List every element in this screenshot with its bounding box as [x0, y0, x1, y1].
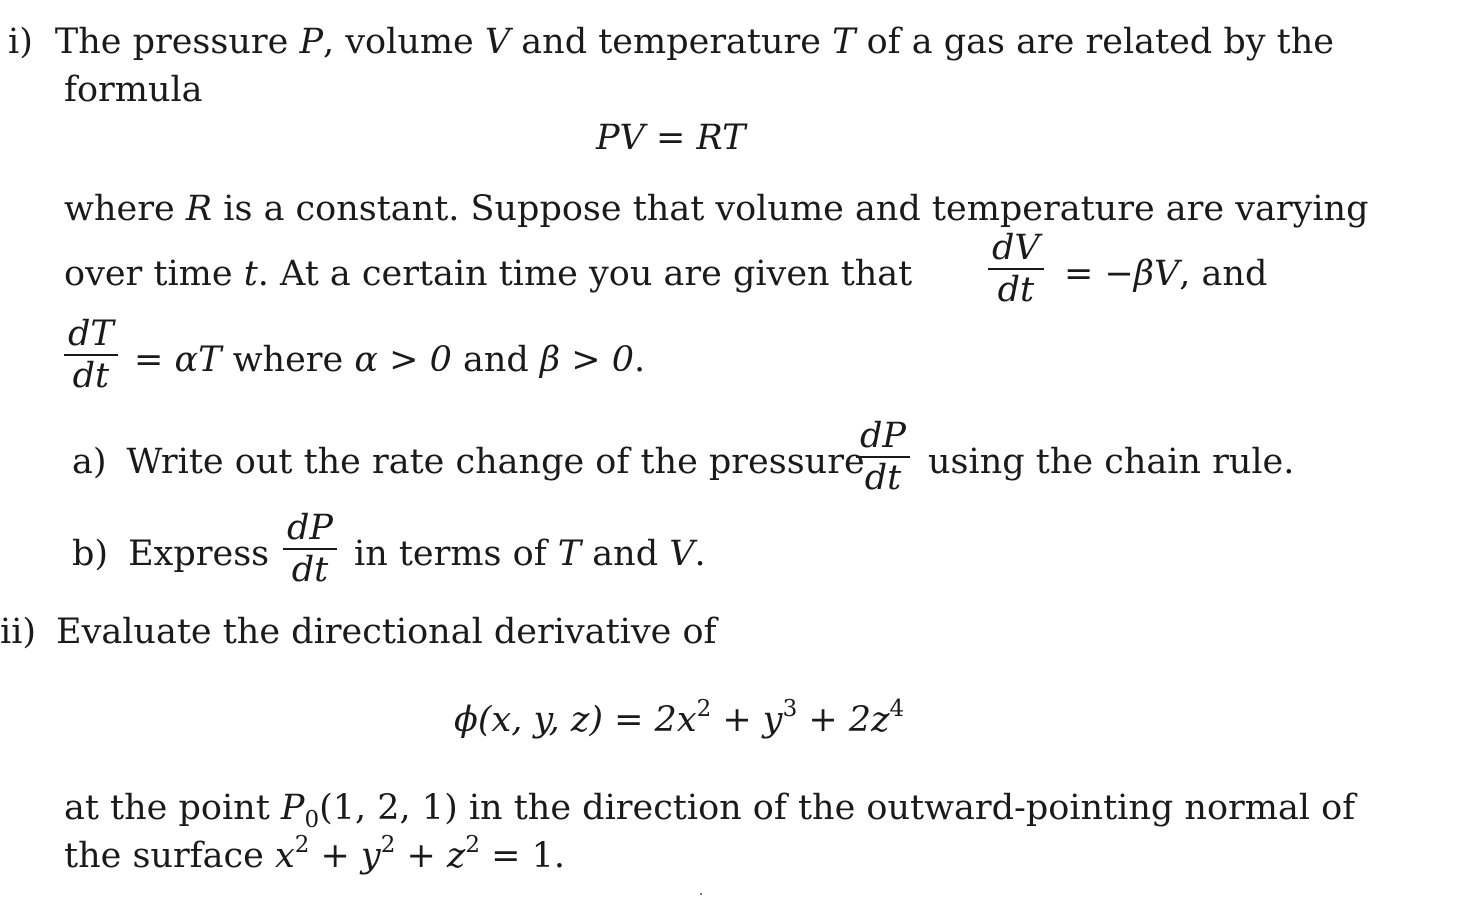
dT-dt-frac — [64, 314, 118, 396]
exponent: 4 — [889, 696, 905, 723]
part-b-marker: b) — [72, 534, 109, 574]
problem-ii-text: Evaluate the directional derivative of — [56, 612, 717, 652]
formula-lhs: PV — [596, 118, 645, 158]
exponent: 2 — [465, 832, 481, 859]
exponent: 2 — [380, 832, 396, 859]
point-coords: (1, 2, 1) — [319, 788, 458, 828]
part-a-line-end — [928, 440, 1294, 484]
phi-lhs: ϕ(x, y, z) — [454, 700, 603, 740]
part-a-marker: a) — [72, 442, 107, 482]
var-V: V — [669, 534, 695, 574]
part-b-text: and — [581, 534, 670, 574]
frac-denominator: dt — [864, 458, 902, 498]
part-b-line — [72, 532, 269, 576]
part-a-text: using the chain rule. — [928, 442, 1295, 482]
frac-denominator: dt — [997, 270, 1035, 310]
problem-i-text: formula — [64, 70, 203, 110]
frac-numerator: dV — [992, 228, 1040, 268]
problem-i-text: . — [634, 340, 646, 380]
part-b-text: Express — [128, 534, 270, 574]
frac-denominator: dt — [291, 550, 329, 590]
part-a-fraction — [852, 416, 914, 498]
problem-i-line3 — [64, 187, 1369, 231]
problem-ii-marker: ii) — [0, 612, 37, 652]
surface-term: + y — [309, 836, 381, 876]
var-T: T — [832, 22, 856, 62]
frac-numerator: dP — [860, 416, 906, 456]
problem-i-line4 — [64, 252, 912, 296]
part-b-line-end — [354, 532, 706, 576]
problem-i-text: and temperature — [510, 22, 833, 62]
problem-i-line1 — [8, 20, 1334, 64]
exponent: 2 — [294, 832, 310, 859]
frac-numerator: dT — [68, 314, 114, 354]
stray-mark — [700, 893, 702, 895]
exponent: 2 — [696, 696, 712, 723]
beta-condition: β > 0 — [539, 340, 635, 380]
frac-numerator: dP — [287, 508, 333, 548]
gas-law-formula — [596, 116, 746, 160]
alpha-condition: α > 0 — [354, 340, 452, 380]
problem-i-text: , volume — [323, 22, 485, 62]
problem-ii-text: in the direction of the outward-pointing normal of — [457, 788, 1356, 828]
point-P: P — [280, 788, 305, 828]
problem-ii-text: = 1. — [480, 836, 565, 876]
part-b-text: . — [694, 534, 706, 574]
problem-i-text: where — [221, 340, 355, 380]
part-a-line — [72, 440, 865, 484]
problem-ii-line3 — [64, 834, 565, 878]
problem-i-text: over time — [64, 254, 244, 294]
point-subscript: 0 — [304, 807, 320, 833]
problem-i-text: and — [451, 340, 540, 380]
problem-i-text: The pressure — [54, 22, 300, 62]
part-b-fraction — [279, 508, 341, 590]
var-P: P — [299, 22, 324, 62]
problem-i-text: . At a certain time you are given that — [257, 254, 913, 294]
phi-term: + 2z — [797, 700, 890, 740]
var-t: t — [243, 254, 258, 294]
phi-formula — [454, 698, 904, 742]
surface-term: x — [274, 836, 295, 876]
problem-ii-line2 — [64, 786, 1356, 833]
problem-i-text: , and — [1179, 254, 1268, 294]
part-a-text: Write out the rate change of the pressure — [126, 442, 865, 482]
dT-dt-fraction — [60, 314, 122, 396]
problem-i-text: is a constant. Suppose that volume and temperature are varying — [212, 189, 1369, 229]
dV-dt-fraction — [984, 228, 1048, 310]
problem-i-line5 — [134, 338, 645, 382]
exponent: 3 — [782, 696, 798, 723]
part-b-text: in terms of — [354, 534, 558, 574]
var-R: R — [185, 189, 213, 229]
var-V: V — [484, 22, 511, 62]
frac-denominator: dt — [72, 356, 110, 396]
problem-ii-line1 — [0, 610, 716, 654]
dT-rhs: = αT — [134, 340, 222, 380]
phi-term: + y — [711, 700, 783, 740]
formula-rhs: RT — [696, 118, 746, 158]
problem-i-text: of a gas are related by the — [855, 22, 1334, 62]
dP-dt-frac — [283, 508, 337, 590]
var-T: T — [557, 534, 582, 574]
dV-rhs: = −βV — [1064, 254, 1180, 294]
surface-term: + z — [395, 836, 466, 876]
formula-eq: = — [644, 118, 697, 158]
phi-term: = 2x — [602, 700, 697, 740]
problem-i-text: where — [64, 189, 186, 229]
dP-dt-frac — [856, 416, 910, 498]
problem-ii-text: at the point — [64, 788, 281, 828]
dV-dt-rhs — [1064, 252, 1267, 296]
problem-i-line2 — [64, 68, 203, 112]
dV-dt-frac — [988, 228, 1044, 310]
problem-ii-text: the surface — [64, 836, 275, 876]
problem-i-marker: i) — [8, 22, 33, 62]
